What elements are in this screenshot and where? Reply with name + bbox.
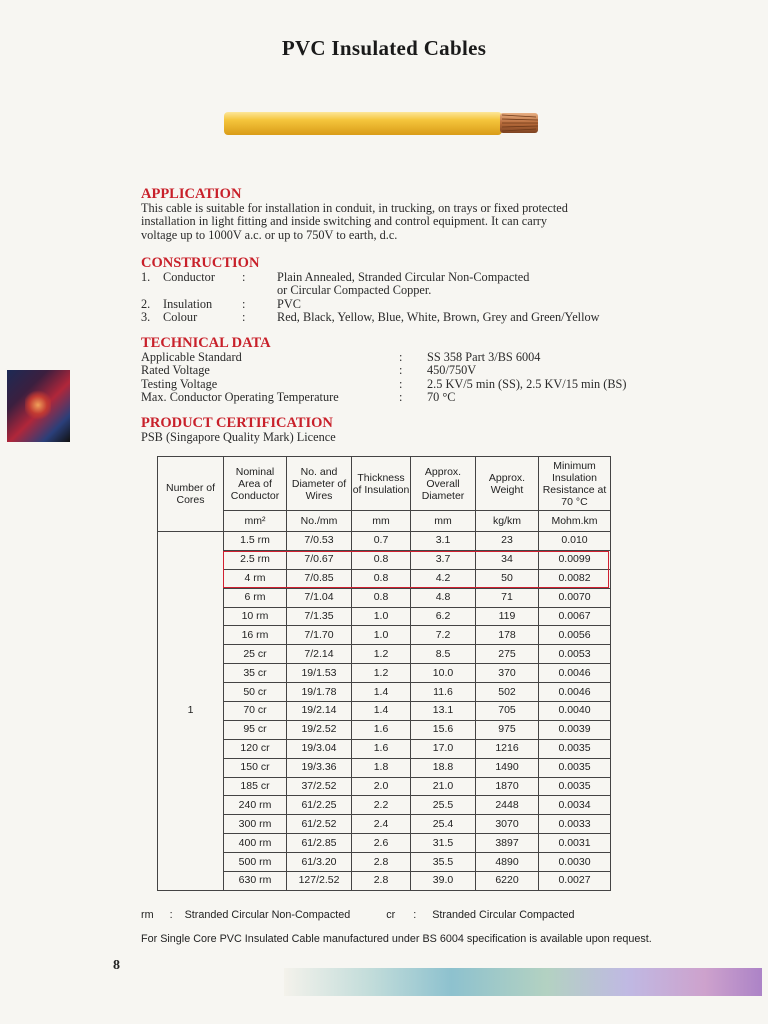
technical-row-testing: Testing Voltage : 2.5 KV/5 min (SS), 2.5 KV/15 min (BS) (141, 376, 627, 391)
header-resistance: Minimum Insulation Resistance at 70 °C (539, 457, 611, 511)
construction-heading: CONSTRUCTION (141, 255, 260, 271)
footer-note: For Single Core PVC Insulated Cable manufactured under BS 6004 specification is available upon request. (141, 933, 652, 945)
cell-weight: 119 (476, 607, 539, 626)
cell-resistance: 0.0027 (539, 872, 611, 891)
cell-diameter: 25.5 (411, 796, 476, 815)
table-row (158, 664, 611, 683)
cell-area: 70 cr (224, 702, 287, 721)
page-title: PVC Insulated Cables (281, 36, 487, 60)
table-row (158, 758, 611, 777)
cell-wires: 61/2.52 (287, 815, 352, 834)
cell-weight: 3070 (476, 815, 539, 834)
cell-thickness: 2.2 (352, 796, 411, 815)
rm-abbr: rm (141, 909, 154, 921)
table-row (158, 739, 611, 758)
technical-row-voltage: Rated Voltage : 450/750V (141, 363, 477, 378)
cell-thickness: 0.7 (352, 532, 411, 551)
cell-area: 300 rm (224, 815, 287, 834)
cell-area: 1.5 rm (224, 532, 287, 551)
cell-diameter: 21.0 (411, 777, 476, 796)
application-section (141, 186, 681, 242)
unit-area: mm² (224, 511, 287, 532)
cell-resistance: 0.0035 (539, 758, 611, 777)
cell-area: 35 cr (224, 664, 287, 683)
header-diameter: Approx. Overall Diameter (411, 457, 476, 511)
certification-text: PSB (Singapore Quality Mark) Licence (141, 430, 336, 444)
cell-diameter: 13.1 (411, 702, 476, 721)
cell-resistance: 0.0056 (539, 626, 611, 645)
cell-thickness: 0.8 (352, 569, 411, 588)
cell-wires: 19/1.53 (287, 664, 352, 683)
cell-thickness: 2.4 (352, 815, 411, 834)
cell-area: 10 rm (224, 607, 287, 626)
cell-wires: 61/3.20 (287, 853, 352, 872)
cell-weight: 1216 (476, 739, 539, 758)
cr-text: Stranded Circular Compacted (432, 909, 575, 921)
cell-wires: 7/1.35 (287, 607, 352, 626)
cell-wires: 19/2.52 (287, 720, 352, 739)
cr-abbr: cr (386, 909, 396, 921)
table-row (158, 777, 611, 796)
cell-resistance: 0.0033 (539, 815, 611, 834)
cell-thickness: 1.6 (352, 739, 411, 758)
table-row (158, 720, 611, 739)
technical-heading: TECHNICAL DATA (141, 335, 271, 351)
cell-weight: 370 (476, 664, 539, 683)
cell-area: 25 cr (224, 645, 287, 664)
cell-weight: 178 (476, 626, 539, 645)
table-row (158, 607, 611, 626)
unit-wires: No./mm (287, 511, 352, 532)
cell-thickness: 1.0 (352, 626, 411, 645)
cell-resistance: 0.0030 (539, 853, 611, 872)
table-header-row (158, 457, 611, 511)
construction-row-insulation: 2. Insulation : PVC (141, 296, 301, 311)
cell-thickness: 1.4 (352, 702, 411, 721)
cell-resistance: 0.0046 (539, 683, 611, 702)
cell-thickness: 1.0 (352, 607, 411, 626)
cell-weight: 275 (476, 645, 539, 664)
cell-wires: 7/2.14 (287, 645, 352, 664)
cell-diameter: 15.6 (411, 720, 476, 739)
table-row (158, 550, 611, 569)
cell-weight: 23 (476, 532, 539, 551)
cell-thickness: 1.6 (352, 720, 411, 739)
table-row (158, 815, 611, 834)
unit-resistance: Mohm.km (539, 511, 611, 532)
cell-diameter: 4.2 (411, 569, 476, 588)
application-line-1: This cable is suitable for installation in conduit, in trucking, on trays or fixed protected (141, 201, 568, 215)
cell-weight: 502 (476, 683, 539, 702)
application-line-2: installation in light fitting and inside switching and control equipment. It can carry (141, 214, 548, 229)
cell-thickness: 0.8 (352, 588, 411, 607)
cell-thickness: 1.2 (352, 664, 411, 683)
cell-diameter: 11.6 (411, 683, 476, 702)
cell-area: 16 rm (224, 626, 287, 645)
cell-weight: 975 (476, 720, 539, 739)
certification-heading: PRODUCT CERTIFICATION (141, 415, 333, 431)
cell-weight: 50 (476, 569, 539, 588)
header-weight: Approx. Weight (476, 457, 539, 511)
cell-resistance: 0.010 (539, 532, 611, 551)
cell-resistance: 0.0039 (539, 720, 611, 739)
cell-diameter: 6.2 (411, 607, 476, 626)
cell-weight: 34 (476, 550, 539, 569)
cell-weight: 705 (476, 702, 539, 721)
header-wires: No. and Diameter of Wires (287, 457, 352, 511)
cell-resistance: 0.0046 (539, 664, 611, 683)
table-row (158, 796, 611, 815)
cell-area: 240 rm (224, 796, 287, 815)
cell-area: 95 cr (224, 720, 287, 739)
cell-area: 500 rm (224, 853, 287, 872)
unit-diameter: mm (411, 511, 476, 532)
cell-resistance: 0.0099 (539, 550, 611, 569)
cell-thickness: 2.0 (352, 777, 411, 796)
cell-weight: 6220 (476, 872, 539, 891)
cr-colon: : (413, 909, 417, 921)
cell-diameter: 35.5 (411, 853, 476, 872)
table-unit-row (158, 511, 611, 532)
cell-wires: 127/2.52 (287, 872, 352, 891)
cell-resistance: 0.0067 (539, 607, 611, 626)
application-line-3: voltage up to 1000V a.c. or up to 750V to earth, d.c. (141, 227, 398, 242)
table-row (158, 834, 611, 853)
cell-weight: 3897 (476, 834, 539, 853)
cell-wires: 19/1.78 (287, 683, 352, 702)
construction-section (141, 255, 681, 325)
cell-wires: 19/3.36 (287, 758, 352, 777)
cell-wires: 19/2.14 (287, 702, 352, 721)
header-area: Nominal Area of Conductor (224, 457, 287, 511)
cell-area: 400 rm (224, 834, 287, 853)
header-cores: Number of Cores (158, 457, 224, 532)
cell-weight: 4890 (476, 853, 539, 872)
table-row (158, 872, 611, 891)
cell-thickness: 2.8 (352, 872, 411, 891)
unit-weight: kg/km (476, 511, 539, 532)
cell-diameter: 10.0 (411, 664, 476, 683)
cell-resistance: 0.0031 (539, 834, 611, 853)
unit-thickness: mm (352, 511, 411, 532)
construction-row-colour: 3. Colour : Red, Black, Yellow, Blue, White, Brown, Grey and Green/Yellow (141, 310, 600, 325)
cell-wires: 37/2.52 (287, 777, 352, 796)
cell-area: 6 rm (224, 588, 287, 607)
cell-thickness: 0.8 (352, 550, 411, 569)
cell-area: 4 rm (224, 569, 287, 588)
cell-diameter: 7.2 (411, 626, 476, 645)
cell-wires: 7/0.53 (287, 532, 352, 551)
cell-wires: 19/3.04 (287, 739, 352, 758)
rm-text: Stranded Circular Non-Compacted (184, 909, 351, 921)
cell-resistance: 0.0040 (539, 702, 611, 721)
cell-area: 630 rm (224, 872, 287, 891)
table-row (158, 645, 611, 664)
table-row (158, 853, 611, 872)
cell-resistance: 0.0034 (539, 796, 611, 815)
cell-wires: 7/0.85 (287, 569, 352, 588)
table-row (158, 683, 611, 702)
cell-area: 150 cr (224, 758, 287, 777)
decorative-photo (7, 370, 70, 442)
cell-resistance: 0.0035 (539, 777, 611, 796)
cell-diameter: 3.1 (411, 532, 476, 551)
cores-cell: 1 (158, 532, 224, 891)
cell-wires: 7/1.70 (287, 626, 352, 645)
cell-weight: 71 (476, 588, 539, 607)
cell-resistance: 0.0053 (539, 645, 611, 664)
cell-thickness: 1.4 (352, 683, 411, 702)
cell-thickness: 2.6 (352, 834, 411, 853)
technical-row-standard: Applicable Standard : SS 358 Part 3/BS 6004 (141, 350, 541, 364)
page-number: 8 (113, 958, 120, 973)
abbreviation-legend (141, 909, 661, 921)
table-row (158, 588, 611, 607)
cell-area: 50 cr (224, 683, 287, 702)
cell-wires: 61/2.85 (287, 834, 352, 853)
cell-diameter: 4.8 (411, 588, 476, 607)
cell-thickness: 2.8 (352, 853, 411, 872)
cell-diameter: 18.8 (411, 758, 476, 777)
cable-illustration (222, 105, 544, 141)
cell-area: 120 cr (224, 739, 287, 758)
cell-area: 2.5 rm (224, 550, 287, 569)
cell-resistance: 0.0082 (539, 569, 611, 588)
application-heading: APPLICATION (141, 186, 242, 202)
technical-row-temperature: Max. Conductor Operating Temperature : 70 °C (141, 390, 456, 405)
technical-section (141, 335, 681, 405)
cell-wires: 61/2.25 (287, 796, 352, 815)
construction-row-conductor: 1. Conductor : Plain Annealed, Stranded Circular Non-Compacted (141, 270, 530, 284)
header-thickness: Thickness of Insulation (352, 457, 411, 511)
cell-diameter: 25.4 (411, 815, 476, 834)
cell-weight: 1870 (476, 777, 539, 796)
decorative-strip (284, 968, 762, 996)
rm-colon: : (169, 909, 173, 921)
cell-wires: 7/0.67 (287, 550, 352, 569)
table-row (158, 626, 611, 645)
cell-diameter: 3.7 (411, 550, 476, 569)
cell-resistance: 0.0070 (539, 588, 611, 607)
cell-area: 185 cr (224, 777, 287, 796)
cell-weight: 1490 (476, 758, 539, 777)
certification-section (141, 415, 681, 444)
table-row (158, 532, 611, 551)
cell-thickness: 1.2 (352, 645, 411, 664)
cell-diameter: 31.5 (411, 834, 476, 853)
cell-thickness: 1.8 (352, 758, 411, 777)
table-row (158, 702, 611, 721)
construction-row-conductor-cont: or Circular Compacted Copper. (277, 283, 432, 298)
cell-resistance: 0.0035 (539, 739, 611, 758)
cell-diameter: 39.0 (411, 872, 476, 891)
cell-diameter: 17.0 (411, 739, 476, 758)
cell-weight: 2448 (476, 796, 539, 815)
table-row (158, 569, 611, 588)
cell-wires: 7/1.04 (287, 588, 352, 607)
cell-diameter: 8.5 (411, 645, 476, 664)
spec-table (157, 456, 611, 891)
